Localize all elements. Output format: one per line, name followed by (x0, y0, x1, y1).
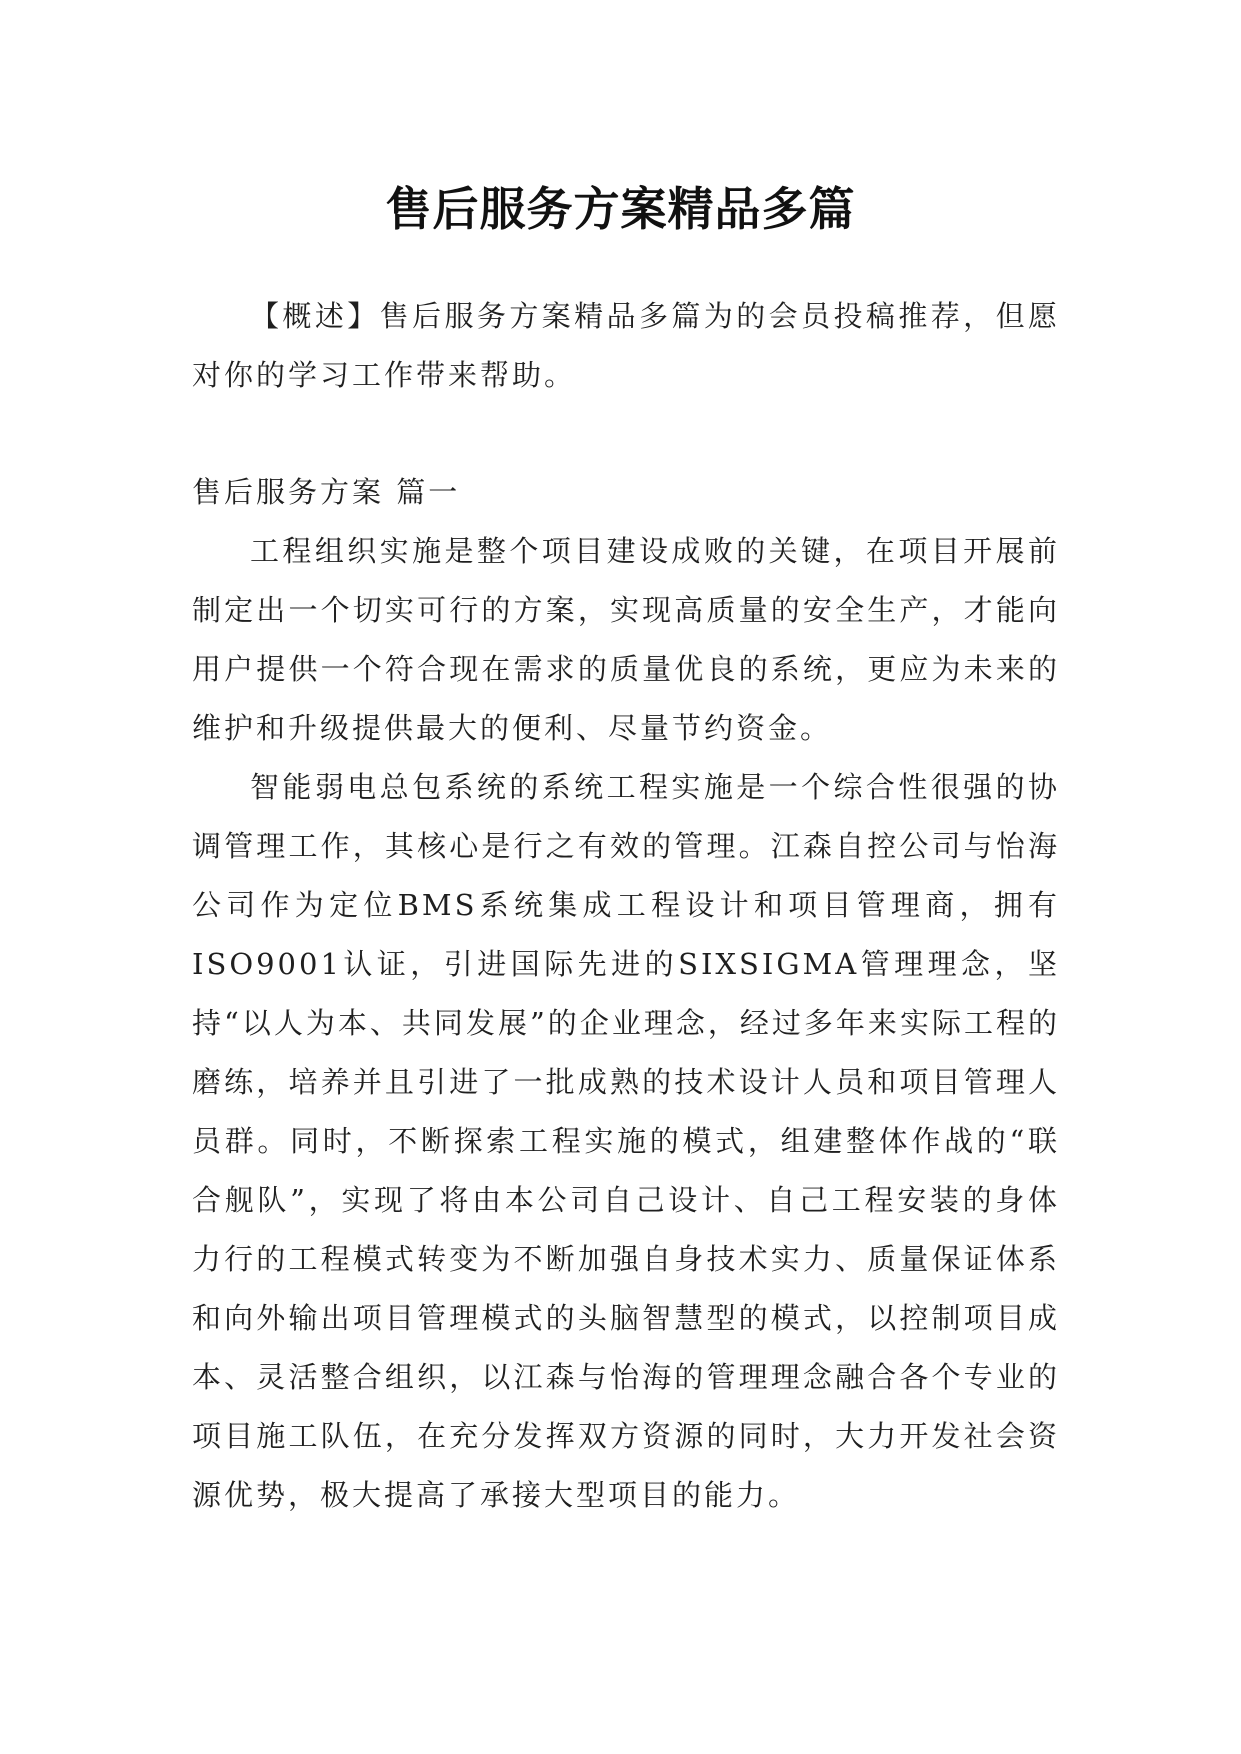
section-one (192, 463, 1060, 1525)
section-heading: 售后服务方案 篇一 (192, 475, 461, 509)
body-paragraph-2: 智能弱电总包系统的系统工程实施是一个综合性很强的协调管理工作，其核心是行之有效的管理。江森自控公司与怡海公司作为定位BMS系统集成工程设计和项目管理商，拥有ISO9001认证，引进国际先进的SIXSIGMA管理理念，坚持“以人为本、共同发展”的企业理念，经过多年来实际工程的磨练，培养并且引进了一批成熟的技术设计人员和项目管理人员群。同时，不断探索工程实施的模式，组建整体作战的“联合舰队”，实现了将由本公司自己设计、自己工程安装的身体力行的工程模式转变为不断加强自身技术实力、质量保证体系和向外输出项目管理模式的头脑智慧型的模式，以控制项目成本、灵活整合组织，以江森与怡海的管理理念融合各个专业的项目施工队伍，在充分发挥双方资源的同时，大力开发社会资源优势，极大提高了承接大型项目的能力。 (192, 770, 1060, 1512)
summary-paragraph: 【概述】售后服务方案精品多篇为的会员投稿推荐，但愿对你的学习工作带来帮助。 (192, 299, 1060, 392)
summary-block (192, 287, 1060, 405)
body-paragraph-1: 工程组织实施是整个项目建设成败的关键，在项目开展前制定出一个切实可行的方案，实现高质量的安全生产，才能向用户提供一个符合现在需求的质量优良的系统，更应为未来的维护和升级提供最大的便利、尽量节约资金。 (192, 534, 1060, 745)
document-title: 售后服务方案精品多篇 (385, 181, 856, 236)
